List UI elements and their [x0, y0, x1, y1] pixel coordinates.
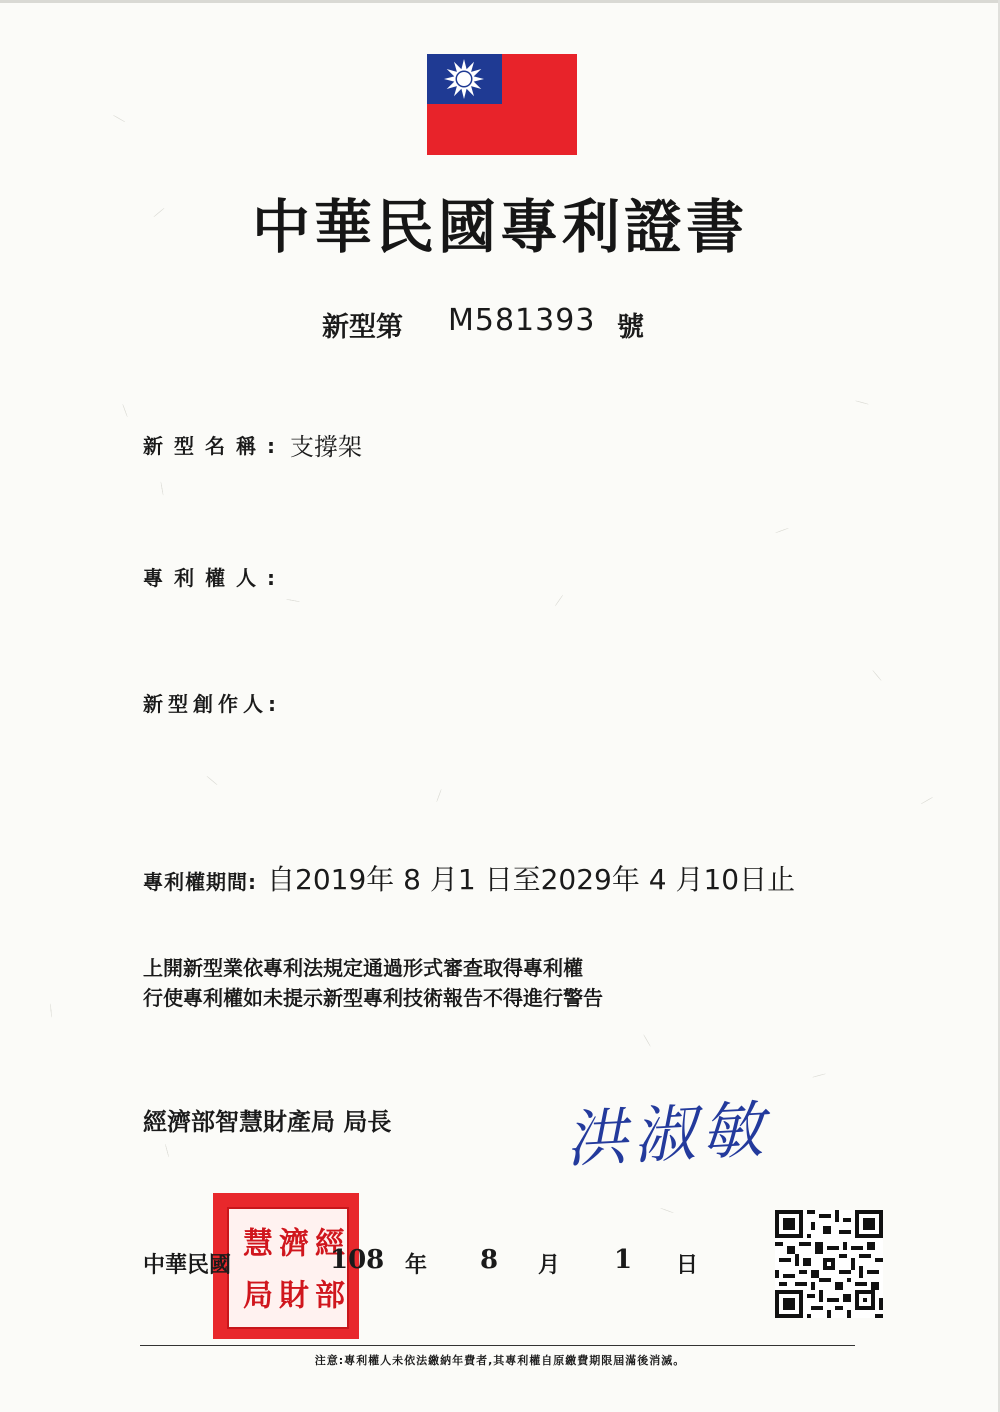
patent-number: M581393	[448, 303, 596, 338]
paper-fiber	[436, 789, 442, 802]
footnote: 注意:專利權人未依法繳納年費者,其專利權自原繳費期限屆滿後消滅。	[314, 1354, 686, 1367]
paper-fiber	[160, 482, 163, 496]
notice-line-1: 上開新型業依專利法規定通過形式審查取得專利權	[143, 956, 583, 980]
paper-fiber	[921, 797, 934, 805]
paper-fiber	[50, 1003, 52, 1017]
paper-fiber	[872, 670, 882, 681]
seal-char: 財	[273, 1279, 308, 1309]
patent-number-prefix: 新型第	[322, 312, 403, 343]
creator-label: 新型創作人:	[143, 692, 281, 716]
paper-fiber	[643, 1034, 651, 1047]
date-prefix: 中華民國	[143, 1253, 232, 1278]
date-month-unit: 月	[538, 1253, 561, 1278]
date-day: 1	[614, 1245, 633, 1275]
paper-fiber	[660, 1208, 673, 1214]
date-day-unit: 日	[676, 1253, 699, 1278]
date-year-unit: 年	[405, 1253, 428, 1278]
scan-edge-top	[0, 0, 1000, 3]
paper-fiber	[122, 404, 128, 417]
paper-fiber	[206, 776, 217, 786]
date-month: 8	[480, 1245, 499, 1275]
paper-fiber	[113, 115, 126, 123]
seal-characters	[237, 1217, 344, 1319]
paper-fiber	[812, 1073, 826, 1078]
director-signature: 洪淑敏	[563, 1092, 772, 1177]
flag-canton	[427, 54, 502, 104]
paper-fiber	[286, 599, 300, 602]
director-title: 經濟部智慧財產局 局長	[143, 1108, 392, 1136]
footer-rule	[140, 1345, 855, 1346]
qr-code-icon	[775, 1210, 883, 1318]
white-sun-icon	[441, 56, 487, 102]
paper-fiber	[855, 400, 869, 405]
patent-term-value: 自2019年 8 月1 日至2029年 4 月10日止	[267, 863, 796, 896]
seal-char: 慧	[237, 1227, 272, 1257]
patent-term-label: 專利權期間:	[143, 870, 257, 894]
certificate-title: 中華民國專利證書	[251, 193, 748, 261]
patent-number-line	[0, 305, 1000, 345]
paper-fiber	[775, 528, 788, 534]
seal-char: 局	[237, 1279, 272, 1309]
patentee-label: 專利權人:	[143, 566, 286, 590]
patent-number-suffix: 號	[617, 312, 644, 343]
utility-model-name-label: 新型名稱:	[143, 434, 286, 458]
notice-line-2: 行使專利權如未提示新型專利技術報告不得進行警告	[143, 986, 603, 1010]
seal-char: 濟	[273, 1227, 308, 1257]
seal-char: 部	[309, 1279, 344, 1309]
paper-fiber	[165, 1144, 170, 1158]
date-year: 108	[330, 1245, 385, 1275]
roc-flag	[427, 54, 577, 155]
utility-model-name-value: 支撐架	[290, 433, 362, 461]
patent-term	[143, 858, 795, 898]
paper-fiber	[555, 594, 564, 606]
seal-char: 經	[309, 1227, 344, 1257]
